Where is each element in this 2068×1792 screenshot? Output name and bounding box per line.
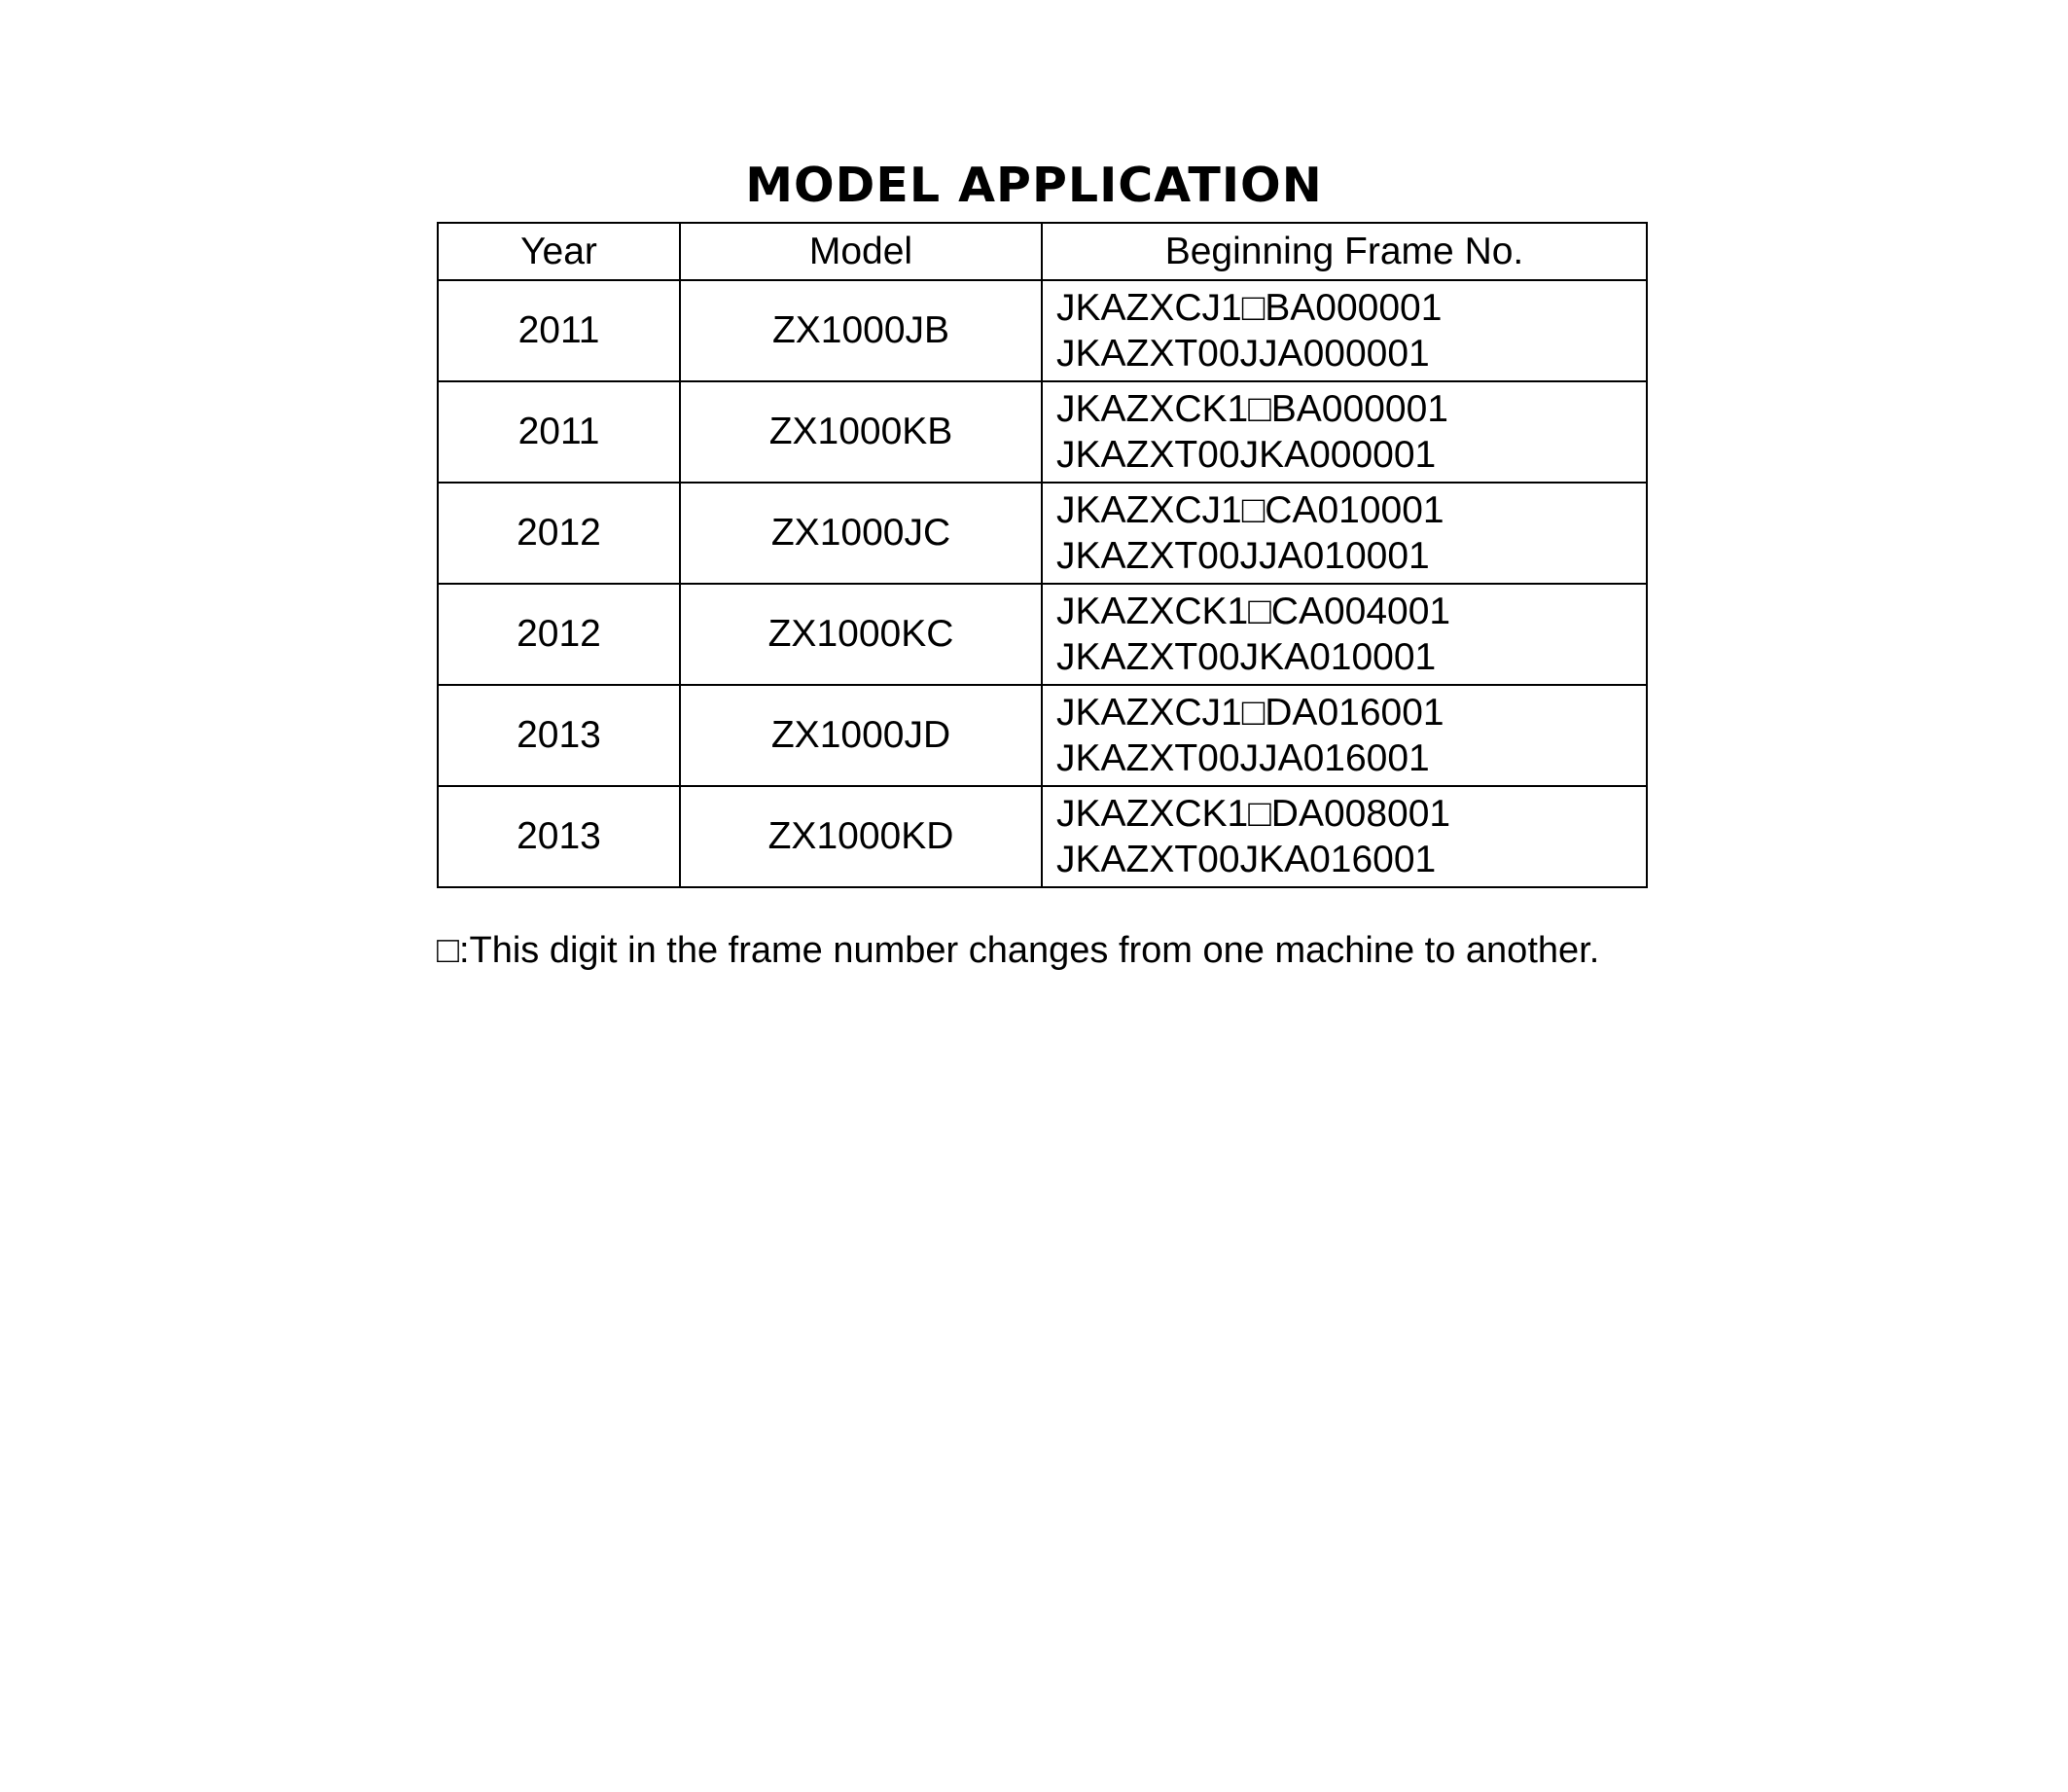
footnote: □:This digit in the frame number changes from one machine to another. [437, 930, 1600, 971]
frame-no-line: JKAZXCK1□BA000001 [1056, 388, 1448, 430]
frame-no-cell [1042, 280, 1647, 381]
model-cell: ZX1000KD [680, 786, 1042, 887]
year-cell: 2011 [438, 280, 680, 381]
frame-no-cell [1042, 381, 1647, 483]
frame-no-cell [1042, 483, 1647, 584]
frame-no-line: JKAZXCK1□CA004001 [1056, 591, 1451, 632]
frame-no-line: JKAZXT00JJA010001 [1056, 535, 1430, 577]
frame-no-line: JKAZXT00JJA016001 [1056, 737, 1430, 779]
frame-no-line: JKAZXCJ1□BA000001 [1056, 287, 1443, 329]
model-cell: ZX1000KC [680, 584, 1042, 685]
year-cell: 2012 [438, 584, 680, 685]
year-cell: 2011 [438, 381, 680, 483]
model-cell: ZX1000JC [680, 483, 1042, 584]
table-row [438, 786, 1647, 887]
frame-no-line: JKAZXT00JKA010001 [1056, 636, 1437, 678]
header-beginning-frame-no: Beginning Frame No. [1042, 223, 1647, 280]
header-model: Model [680, 223, 1042, 280]
frame-no-line: JKAZXT00JJA000001 [1056, 333, 1430, 375]
table-header-row [438, 223, 1647, 280]
table-row [438, 483, 1647, 584]
model-cell: ZX1000JB [680, 280, 1042, 381]
table-row [438, 280, 1647, 381]
frame-no-cell [1042, 786, 1647, 887]
frame-no-line: JKAZXCJ1□CA010001 [1056, 489, 1444, 531]
frame-no-cell [1042, 685, 1647, 786]
frame-no-line: JKAZXT00JKA016001 [1056, 839, 1437, 880]
model-application-table [437, 222, 1648, 888]
page-title: MODEL APPLICATION [745, 158, 1323, 213]
frame-no-line: JKAZXCK1□DA008001 [1056, 793, 1451, 835]
model-cell: ZX1000JD [680, 685, 1042, 786]
frame-no-cell [1042, 584, 1647, 685]
table-row [438, 685, 1647, 786]
table-row [438, 381, 1647, 483]
frame-no-line: JKAZXCJ1□DA016001 [1056, 692, 1444, 734]
table-row [438, 584, 1647, 685]
model-cell: ZX1000KB [680, 381, 1042, 483]
year-cell: 2013 [438, 786, 680, 887]
year-cell: 2012 [438, 483, 680, 584]
year-cell: 2013 [438, 685, 680, 786]
header-year: Year [438, 223, 680, 280]
frame-no-line: JKAZXT00JKA000001 [1056, 434, 1437, 476]
